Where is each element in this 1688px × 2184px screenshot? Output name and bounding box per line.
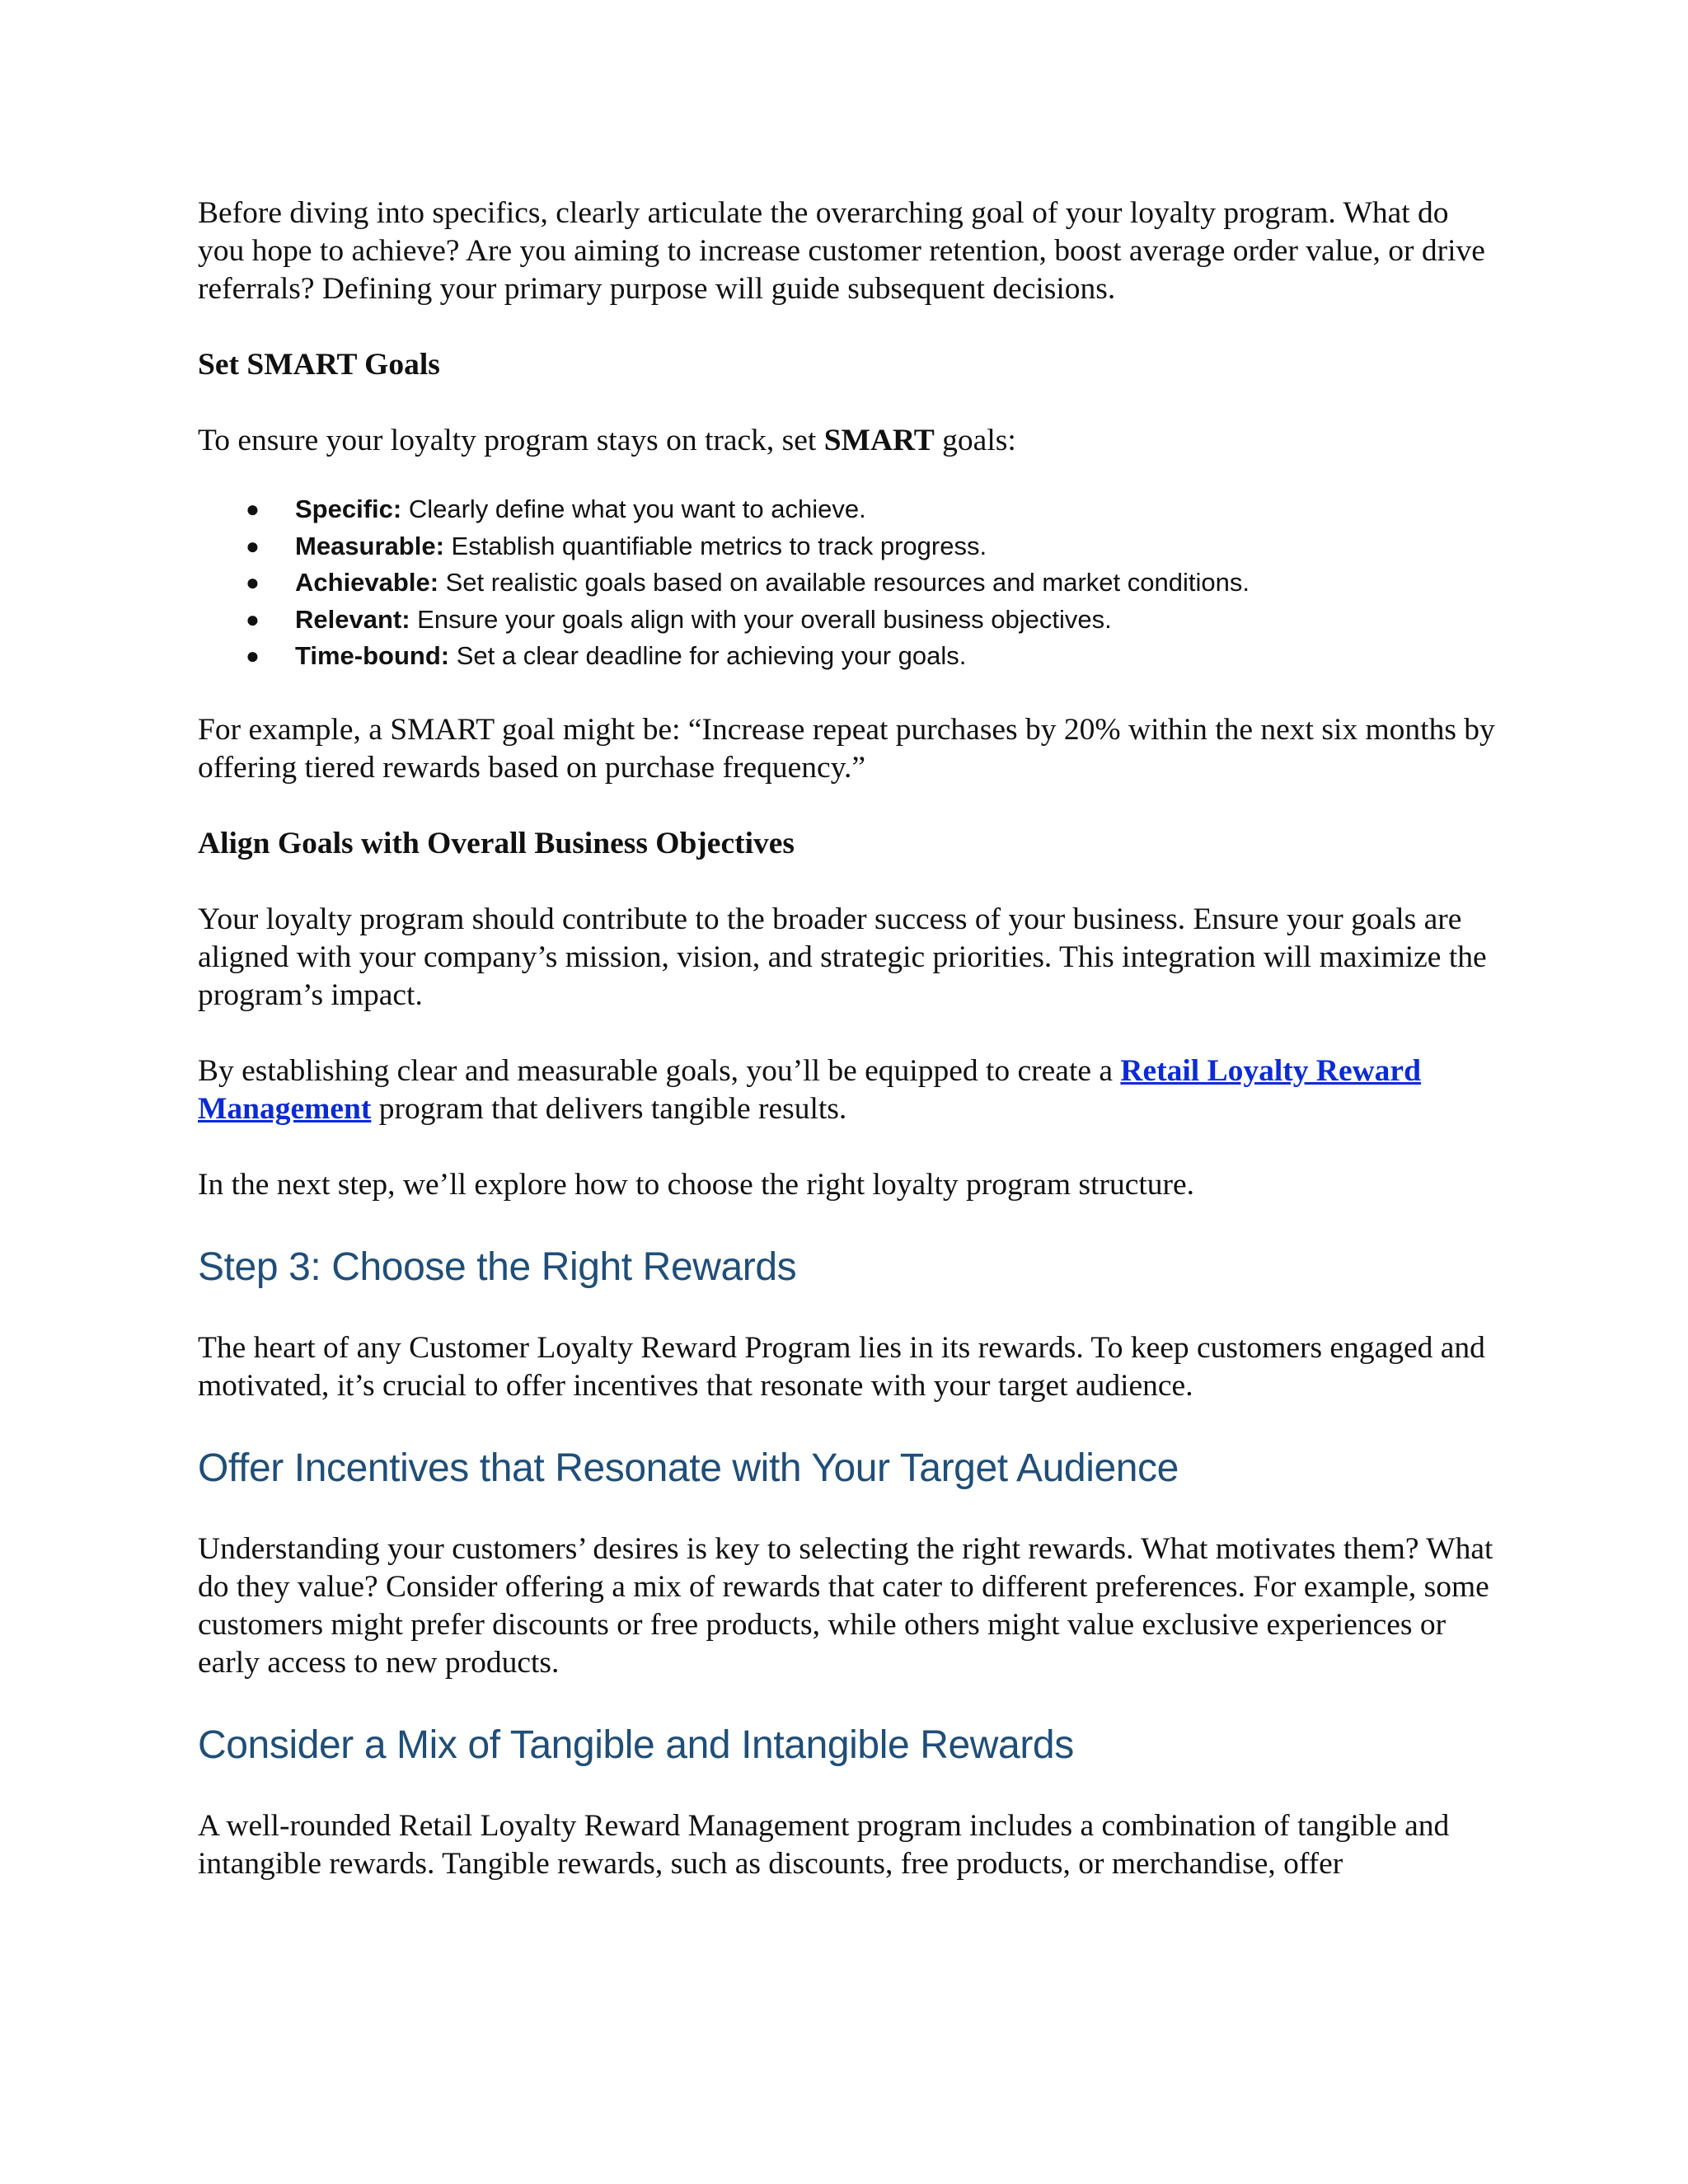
smart-lead-before: To ensure your loyalty program stays on track, set <box>198 424 824 457</box>
bullet-icon: ● <box>246 496 260 522</box>
list-item <box>198 602 1500 639</box>
closing-paragraph <box>198 1052 1500 1128</box>
incentives-paragraph: Understanding your customers’ desires is key to selecting the right rewards. What motivates them? What do they value? Consider offering a mix of rewards that cater to different preferences. For example, some customers might prefer discounts or free products, while others might value exclusive experiences or early access to new products. <box>198 1531 1493 1680</box>
criteria-text: Set realistic goals based on available resources and market conditions. <box>438 568 1250 597</box>
criteria-term: Relevant: <box>295 604 410 634</box>
criteria-text: Set a clear deadline for achieving your goals. <box>449 641 967 670</box>
smart-lead-after: goals: <box>934 424 1016 457</box>
bullet-icon: ● <box>246 643 260 668</box>
closing-before: By establishing clear and measurable goals, you’ll be equipped to create a <box>198 1053 1121 1088</box>
bullet-icon: ● <box>246 606 260 632</box>
mix-paragraph: A well-rounded Retail Loyalty Reward Management program includes a combination of tangible and intangible rewards. Tangible rewards, such as discounts, free products, or merchandise, offer <box>198 1808 1450 1881</box>
smart-criteria-list <box>198 491 1500 675</box>
criteria-term: Achievable: <box>295 568 439 597</box>
incentives-heading: Offer Incentives that Resonate with Your Target Audience <box>198 1446 1179 1490</box>
bullet-icon: ● <box>246 569 260 595</box>
criteria-term: Measurable: <box>295 531 444 560</box>
list-item <box>198 638 1500 675</box>
smart-lead-bold: SMART <box>823 424 935 457</box>
step3-paragraph: The heart of any Customer Loyalty Reward Program lies in its rewards. To keep customers engaged and motivated, it’s crucial to offer incentives that resonate with your target audience. <box>198 1330 1485 1403</box>
criteria-text: Clearly define what you want to achieve. <box>401 494 866 523</box>
retail-loyalty-link[interactable]: Retail Loyalty Reward Management <box>198 1053 1421 1126</box>
smart-lead-paragraph <box>198 422 1500 460</box>
criteria-text: Establish quantifiable metrics to track progress. <box>443 531 987 560</box>
criteria-term: Specific: <box>295 494 402 523</box>
criteria-text: Ensure your goals align with your overall business objectives. <box>410 604 1112 634</box>
next-step-paragraph: In the next step, we’ll explore how to choose the right loyalty program structure. <box>198 1167 1195 1202</box>
smart-goals-heading: Set SMART Goals <box>198 348 440 382</box>
document-content <box>198 194 1500 1921</box>
intro-paragraph: Before diving into specifics, clearly articulate the overarching goal of your loyalty program. What do you hope to achieve? Are you aiming to increase customer retention, boost average order value, or drive referrals? Defining your primary purpose will guide subsequent decisions. <box>198 196 1485 306</box>
criteria-term: Time-bound: <box>295 641 450 670</box>
smart-example-paragraph: For example, a SMART goal might be: “Increase repeat purchases by 20% within the next six months by offering tiered rewards based on purchase frequency.” <box>198 712 1495 785</box>
closing-after: program that delivers tangible results. <box>371 1091 847 1126</box>
mix-rewards-heading: Consider a Mix of Tangible and Intangible Rewards <box>198 1722 1074 1767</box>
list-item <box>198 491 1500 528</box>
align-goals-heading: Align Goals with Overall Business Objectives <box>198 826 795 860</box>
align-paragraph: Your loyalty program should contribute to the broader success of your business. Ensure your goals are aligned with your company’s mission, vision, and strategic priorities. This integration will maximize the program’s impact. <box>198 902 1487 1012</box>
bullet-icon: ● <box>246 532 260 559</box>
list-item <box>198 565 1500 602</box>
step3-heading: Step 3: Choose the Right Rewards <box>198 1244 797 1289</box>
list-item <box>198 528 1500 565</box>
